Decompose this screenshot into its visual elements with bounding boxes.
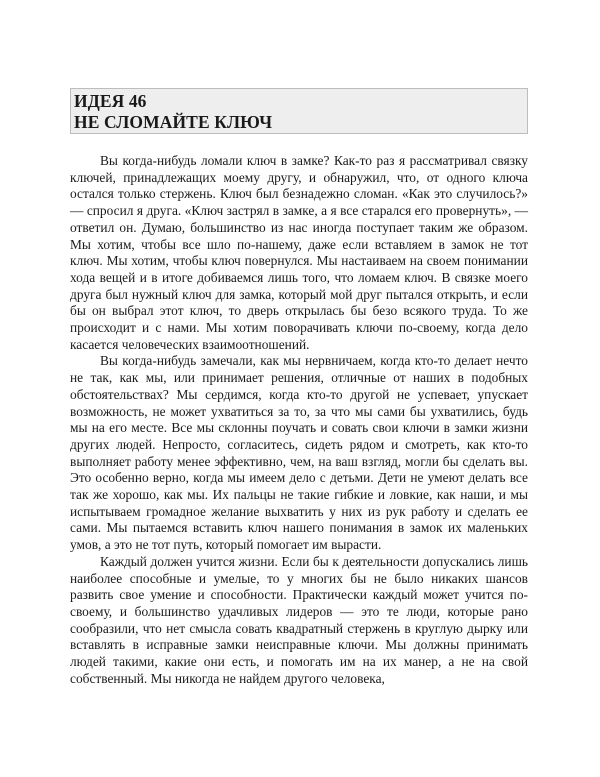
- chapter-heading-box: [70, 88, 528, 134]
- paragraph-3: Каждый должен учится жизни. Если бы к деятельности допускались лишь наиболее способные и умелые, то у многих бы не было никаких шансов развить свое умение и способности. Практически каждый может учится по-своему, и большинство удачливых лидеров — это те люди, которые рано сообразили, что нет смысла совать квадратный стержень в круглую дырку или вставлять в исправные замки неисправные ключи. Мы должны принимать людей такими, какие они есть, и помогать им на их манер, а не на свой собственный. Мы никогда не найдем другого человека,: [70, 553, 528, 686]
- body-text: [70, 153, 528, 688]
- paragraph-2: Вы когда-нибудь замечали, как мы нервничаем, когда кто-то делает нечто не так, как мы, или принимает решения, отличные от наших в подобных обстоятельствах? Мы сердимся, когда кто-то другой не успевает, упускает возможность, не может ухватиться за то, за что мы сами бы ухватились, будь мы на его месте. Все мы склонны поучать и совать свои ключи в замки жизни других людей. Непросто, согласитесь, сидеть рядом и смотреть, как кто-то выполняет работу менее эффективно, чем, на ваш взгляд, могли бы сделать вы. Это особенно верно, когда мы имеем дело с детьми. Дети не умеют делать все так же хорошо, как мы. Их пальцы не такие гибкие и ловкие, как наши, и мы испытываем громадное желание выхватить у них из рук работу и сделать ее сами. Мы пытаемся вставить ключ нашего понимания в замок их маленьких умов, а это не тот путь, который помогает им вырасти.: [70, 353, 528, 553]
- paragraph-1: Вы когда-нибудь ломали ключ в замке? Как-то раз я рассматривал связку ключей, принадлежащих моему другу, и обнаружил, что, от одного ключа остался только стержень. Ключ был безнадежно сломан. «Как это случилось?» — спросил я друга. «Ключ застрял в замке, а я все старался его провернуть», — ответил он. Думаю, большинство из нас иногда поступает таким же образом. Мы хотим, чтобы все шло по-нашему, даже если вставляем в замок не тот ключ. Мы хотим, чтобы ключ повернулся. Мы настаиваем на своем понимании хода вещей и в итоге добиваемся лишь того, что ломаем ключ. В связке моего друга был нужный ключ для замка, который мой друг пытался открыть, и если бы он выбрал этот ключ, то дверь открылась бы безо всякого труда. То же происходит и с нами. Мы хотим поворачивать ключи по-своему, когда дело касается человеческих взаимоотношений.: [70, 153, 528, 352]
- chapter-title: НЕ СЛОМАЙТЕ КЛЮЧ: [74, 112, 273, 132]
- idea-number: ИДЕЯ 46: [74, 91, 147, 111]
